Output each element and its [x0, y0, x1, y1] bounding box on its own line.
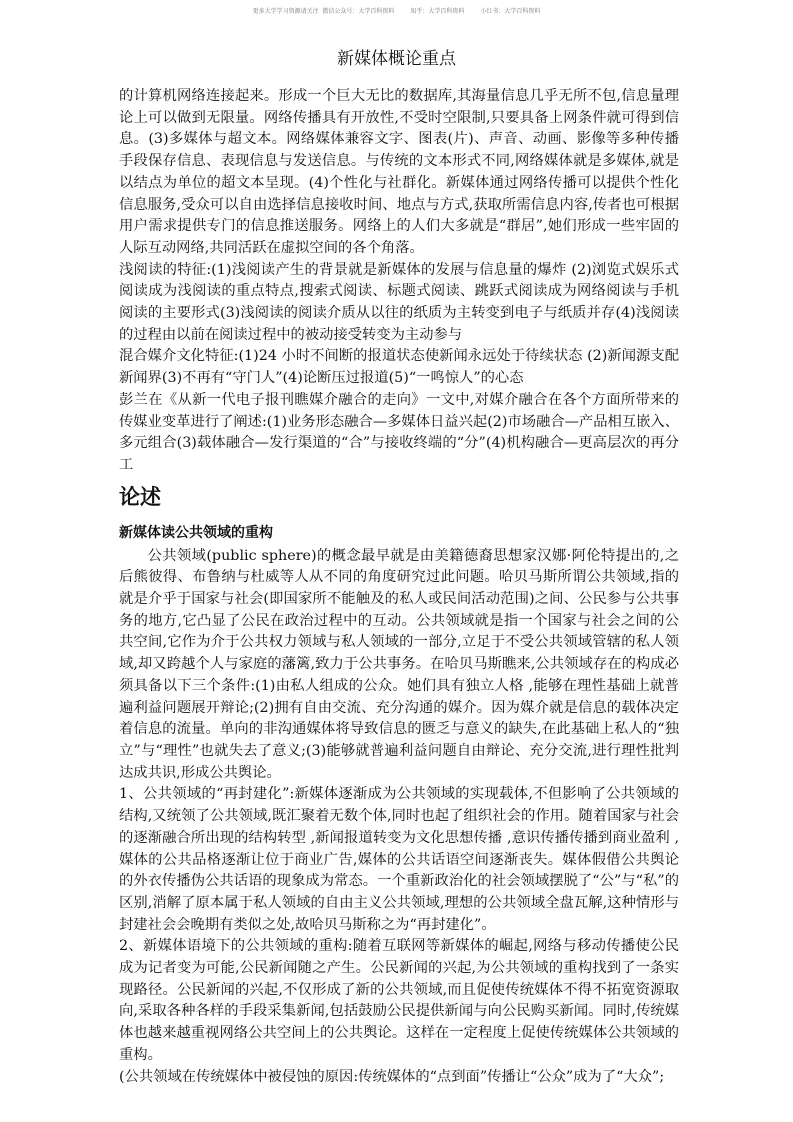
document-body: [119, 86, 679, 1088]
paragraph-refeudalization: 1、公共领域的“再封建化”:新媒体逐渐成为公共领域的实现载体,不但影响了公共领域的结构,又统领了公共领域,既汇聚着无数个体,同时也起了组织社会的作用。随着国家与社会的逐渐融合所出现的结构转型 ,新闻报道转变为文化思想传播 ,意识传播传播到商业盈利 ,媒体的公共品格逐渐让位于商业广告,媒体的公共话语空间逐渐丧失。媒体假借公共舆论的外衣传播伪公共话语的现象成为常态。一个重新政治化的社会领域摆脱了“公”与“私”的区别,消解了原本属于私人领域的自由主义公共领域,理想的公共领域全盘瓦解,这种情形与封建社会会晚期有类似之处,故哈贝马斯称之为“再封建化”。: [119, 786, 679, 933]
paragraph-erosion-reasons: (公共领域在传统媒体中被侵蚀的原因:传统媒体的“点到面”传播让“公众”成为了“大众”;: [119, 1068, 665, 1085]
paragraph-network-features: 的计算机网络连接起来。形成一个巨大无比的数据库,其海量信息几乎无所不包,信息量理论上可以做到无限量。网络传播具有开放性,不受时空限制,只要具备上网条件就可得到信息。(3)多媒体与超文本。网络媒体兼容文字、图表(片)、声音、动画、影像等多种传播手段保存信息、表现信息与发送信息。与传统的文本形式不同,网络媒体就是多媒体,就是以结点为单位的超文本呈现。(4)个性化与社群化。新媒体通过网络传播可以提供个性化信息服务,受众可以自由选择信息接收时间、地点与方式,获取所需信息内容,传者也可根据用户需求提供专门的信息推送服务。网络上的人们大多就是“群居”,她们形成一些牢固的人际互动网络,共同活跃在虚拟空间的各个角落。: [119, 88, 679, 256]
document-title: 新媒体概论重点: [337, 49, 456, 69]
paragraph-shallow-reading: 浅阅读的特征:(1)浅阅读产生的背景就是新媒体的发展与信息量的爆炸 (2)浏览式娱乐式阅读成为浅阅读的重点特点,搜索式阅读、标题式阅读、跳跃式阅读成为网络阅读与手机阅读的主要形式(3)浅阅读的阅读介质从以往的纸质为主转变到电子与纸质并存(4)浅阅读的过程由以前在阅读过程中的被动接受转变为主动参与: [119, 261, 679, 343]
paragraph-reconstruction: 2、新媒体语境下的公共领域的重构:随着互联网等新媒体的崛起,网络与移动传播使公民成为记者变为可能,公民新闻随之产生。公民新闻的兴起,为公共领域的重构找到了一条实现路径。公民新闻的兴起,不仅形成了新的公共领域,而且促使传统媒体不得不拓宽资源取向,采取各种各样的手段采集新闻,包括鼓励公民提供新闻与向公民购买新闻。同时,传统媒体也越来越重视网络公共空间上的公共舆论。这样在一定程度上促使传统媒体公共领域的重构。: [119, 938, 679, 1063]
section-heading-essay: 论述: [119, 484, 161, 509]
header-watermark: [0, 6, 793, 15]
paragraph-public-sphere-concept: 公共领域(public sphere)的概念最早就是由美籍德裔思想家汉娜·阿伦特提出的,之后熊彼得、布鲁纳与杜威等人从不同的角度研究过此问题。哈贝马斯所谓公共领域,指的就是介乎于国家与社会(即国家所不能触及的私人或民间活动范围)之间、公民参与公共事务的地方,它凸显了公民在政治过程中的互动。公共领域就是指一个国家与社会之间的公共空间,它作为介于公共权力领域与私人领域的一部分,立足于不受公共领域管辖的私人领域,却又跨越个人与家庭的藩篱,致力于公共事务。在哈贝马斯瞧来,公共领域存在的构成必须具备以下三个条件:(1)由私人组成的公众。她们具有独立人格 ,能够在理性基础上就普遍利益问题展开辩论;(2)拥有自由交流、充分沟通的媒介。因为媒介就是信息的载体决定着信息的流量。单向的非沟通媒体将导致信息的匮乏与意义的缺失,在此基础上私人的“独立”与“理性”也就失去了意义;(3)能够就普遍利益问题自由辩论、充分交流,进行理性批判达成共识,形成公共舆论。: [119, 547, 679, 781]
paragraph-mixed-media-culture: 混合媒介文化特征:(1)24 小时不间断的报道状态使新闻永远处于待续状态 (2)新闻源支配新闻界(3)不再有“守门人”(4)论断压过报道(5)“一鸣惊人”的心态: [119, 348, 679, 387]
paragraph-media-convergence: 彭兰在《从新一代电子报刊瞧媒介融合的走向》一文中,对媒介融合在各个方面所带来的传媒业变革进行了阐述:(1)业务形态融合—多媒体日益兴起(2)市场融合—产品相互嵌入、多元组合(3)载体融合—发行渠道的“合”与接收终端的“分”(4)机构融合—更高层次的再分工: [119, 391, 680, 473]
watermark-xiaohongshu: 小红书：大学百科资料: [480, 8, 541, 15]
subsection-heading-public-sphere: 新媒体读公共领域的重构: [119, 524, 273, 541]
watermark-wechat: 更多大学学习资源请关注 微信公众号：大学百科资料: [252, 8, 395, 15]
watermark-zhihu: 知乎：大学百科资料: [410, 8, 465, 15]
